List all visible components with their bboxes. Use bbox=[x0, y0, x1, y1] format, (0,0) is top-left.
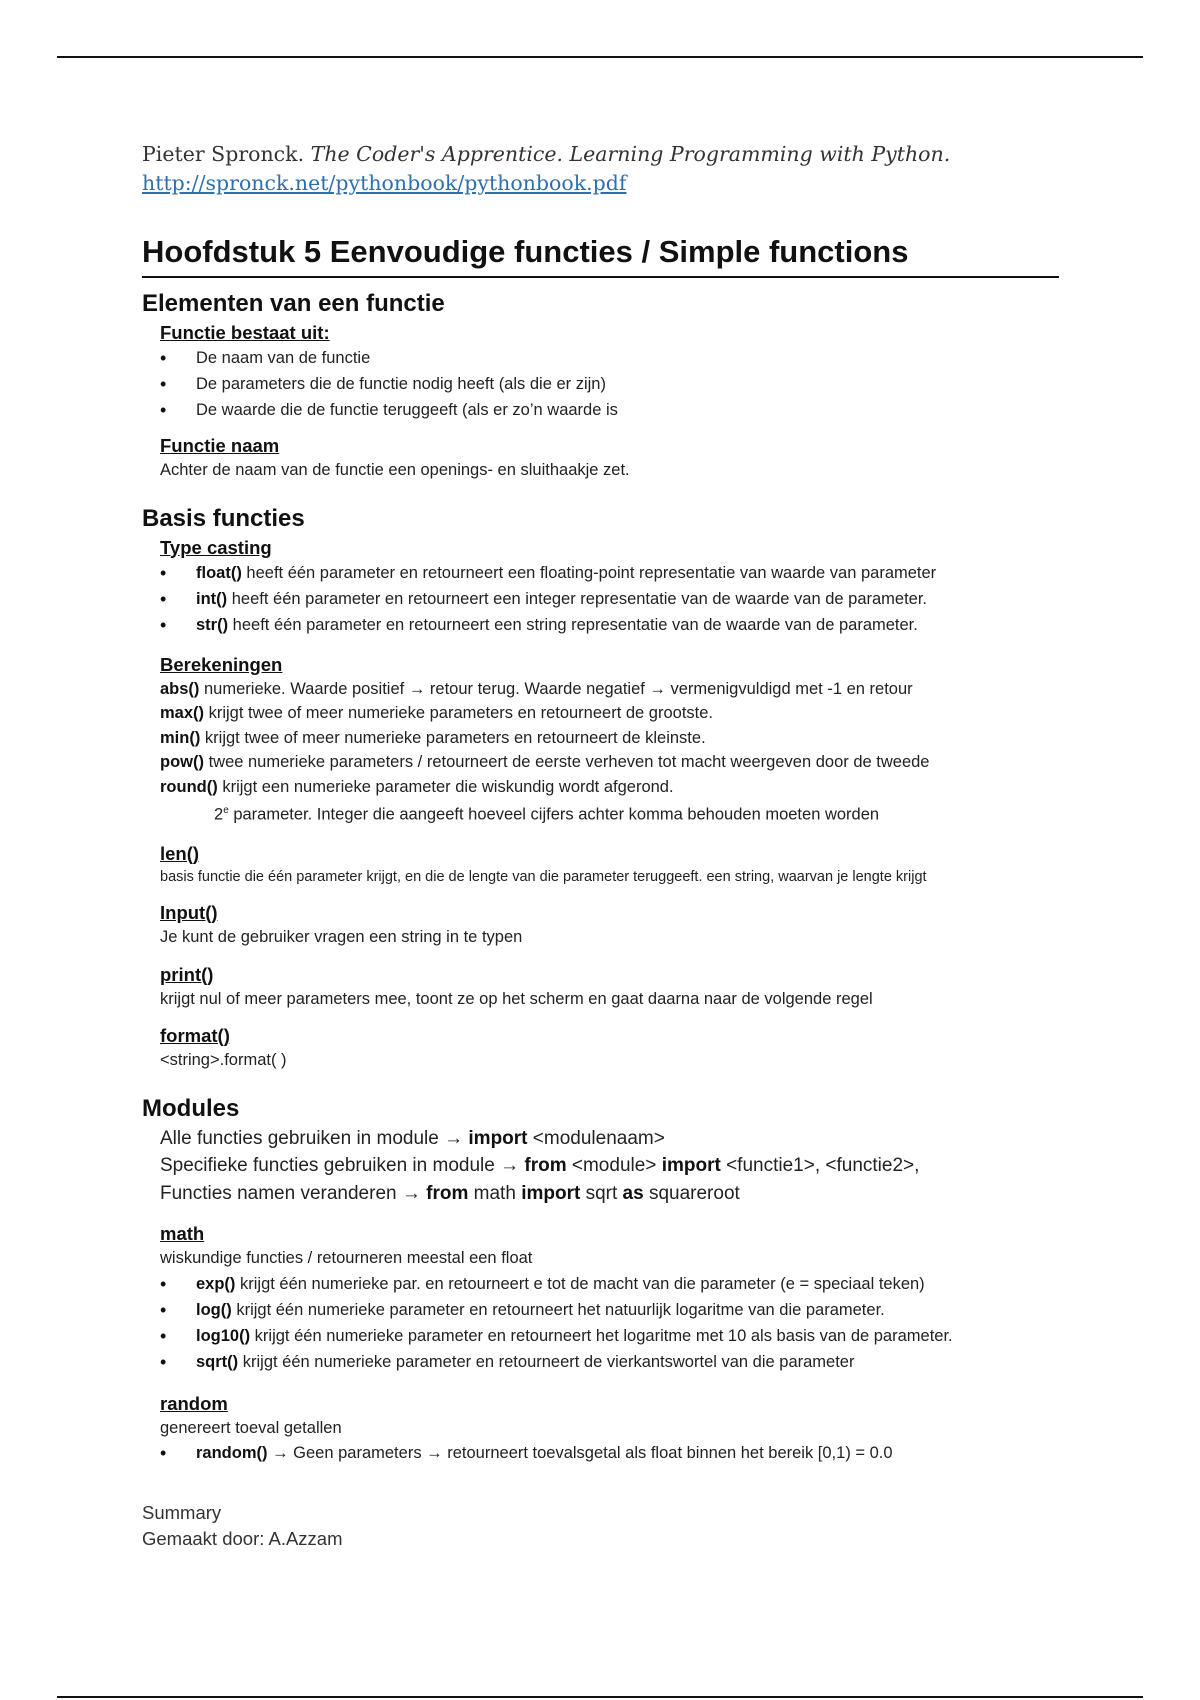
module-line-text: <modulenaam> bbox=[527, 1127, 665, 1149]
module-line-text: <functie1>, <functie2>, bbox=[720, 1155, 920, 1176]
list-item bbox=[160, 1323, 1062, 1349]
list-item bbox=[160, 612, 1062, 638]
function-description: krijgt twee of meer numerieke parameters en retourneert de grootste. bbox=[204, 704, 714, 722]
module-line-text: <module> bbox=[566, 1155, 662, 1176]
module-line bbox=[160, 1152, 1062, 1180]
subheading-type-casting: Type casting bbox=[160, 536, 272, 558]
round-note-sup: e bbox=[223, 805, 229, 816]
citation bbox=[142, 140, 1062, 198]
subheading-functie-naam: Functie naam bbox=[160, 435, 280, 456]
text-line bbox=[160, 726, 1062, 751]
bullet-list-math bbox=[160, 1271, 1062, 1375]
function-name: round() bbox=[160, 777, 218, 796]
module-line-text: sqrt bbox=[580, 1182, 623, 1204]
function-description: krijgt twee of meer numerieke parameters en retourneert de kleinste. bbox=[200, 728, 706, 747]
subheading-print: print() bbox=[160, 963, 214, 985]
keyword: import bbox=[661, 1155, 721, 1176]
subheading-input: Input() bbox=[160, 902, 218, 923]
top-rule bbox=[57, 56, 1143, 58]
function-name: abs() bbox=[160, 679, 200, 698]
function-description: krijgt één numerieke parameter en retourneert het logaritme met 10 als basis van de parameter. bbox=[250, 1326, 953, 1345]
section-body-basis-functies bbox=[160, 535, 1062, 1073]
function-name: min() bbox=[160, 728, 201, 747]
paragraph-input: Je kunt de gebruiker vragen een string in te typen bbox=[160, 928, 523, 946]
keyword: as bbox=[622, 1182, 644, 1204]
text-line bbox=[160, 775, 1062, 800]
list-item bbox=[160, 1271, 1062, 1297]
function-name: float() bbox=[196, 563, 242, 582]
round-note-text: parameter. Integer die aangeeft hoeveel cijfers achter komma behouden moeten worden bbox=[228, 805, 880, 824]
function-description: krijgt één numerieke parameter en retourneert het natuurlijk logaritme van die parameter. bbox=[231, 1300, 885, 1319]
function-description: heeft één parameter en retourneert een string representatie van de waarde van de parameter. bbox=[228, 615, 918, 634]
berekeningen-lines bbox=[160, 677, 1062, 828]
module-line-text: math bbox=[468, 1182, 522, 1204]
subheading-functie-bestaat-uit: Functie bestaat uit: bbox=[160, 322, 330, 343]
paragraph-len: basis functie die één parameter krijgt, en die de lengte van die parameter teruggeeft. een string, waarvan je lengte krijgt bbox=[160, 869, 927, 885]
keyword: import bbox=[468, 1127, 528, 1149]
function-name: log10() bbox=[196, 1326, 251, 1345]
list-item: • De parameters die de functie nodig heeft (als die er zijn) bbox=[160, 371, 1062, 397]
module-line bbox=[160, 1125, 1062, 1153]
function-name: int() bbox=[196, 589, 228, 608]
function-description: heeft één parameter en retourneert een floating-point representatie van waarde van parameter bbox=[241, 563, 937, 582]
list-item bbox=[160, 560, 1062, 586]
function-name: sqrt() bbox=[196, 1352, 239, 1371]
subheading-random: random bbox=[160, 1392, 228, 1414]
section-heading-elementen: Elementen van een functie bbox=[142, 290, 445, 317]
text-line bbox=[160, 677, 1062, 702]
paragraph-math-intro: wiskundige functies / retourneren meestal een float bbox=[160, 1249, 533, 1267]
list-item bbox=[160, 1297, 1062, 1323]
subheading-len: len() bbox=[160, 843, 200, 864]
function-name: str() bbox=[196, 615, 229, 634]
text-line bbox=[160, 701, 1062, 726]
footer-author: Gemaakt door: A.Azzam bbox=[142, 1528, 343, 1549]
citation-title: The Coder's Apprentice. Learning Programming with Python. bbox=[310, 142, 951, 166]
bullet-list-random bbox=[160, 1440, 1062, 1466]
module-line-text: Functies namen veranderen → bbox=[160, 1182, 427, 1204]
citation-author: Pieter Spronck. bbox=[142, 142, 305, 166]
module-line bbox=[160, 1180, 1062, 1208]
function-description: krijgt één numerieke par. en retourneert e tot de macht van die parameter (e = speciaal teken) bbox=[235, 1274, 925, 1293]
list-item bbox=[160, 1349, 1062, 1375]
bullet-list-functie-onderdelen bbox=[160, 345, 1062, 423]
chapter-title: Hoofdstuk 5 Eenvoudige functies / Simple functions bbox=[142, 232, 1059, 278]
list-item bbox=[160, 586, 1062, 612]
function-description: → Geen parameters → retourneert toevalsgetal als float binnen het bereik [0,1) = 0.0 bbox=[267, 1444, 893, 1462]
module-line-text: squareroot bbox=[643, 1182, 740, 1204]
function-description: krijgt één numerieke parameter en retourneert de vierkantswortel van die parameter bbox=[238, 1352, 855, 1371]
footer-summary: Summary bbox=[142, 1502, 222, 1523]
function-description: numerieke. Waarde positief → retour terug. Waarde negatief → vermenigvuldigd met -1 en retour bbox=[199, 679, 913, 698]
module-line-text: Specifieke functies gebruiken in module → bbox=[160, 1155, 525, 1176]
list-item: • De waarde die de functie teruggeeft (als er zo’n waarde is bbox=[160, 397, 1062, 423]
list-item bbox=[160, 1440, 1062, 1466]
keyword: from bbox=[426, 1182, 469, 1204]
paragraph-print: krijgt nul of meer parameters mee, toont ze op het scherm en gaat daarna naar de volgende regel bbox=[160, 989, 873, 1008]
subheading-format: format() bbox=[160, 1025, 230, 1046]
function-name: exp() bbox=[196, 1274, 236, 1293]
module-line-text: Alle functies gebruiken in module → bbox=[160, 1127, 469, 1149]
subheading-math: math bbox=[160, 1223, 205, 1244]
function-description: krijgt een numerieke parameter die wiskundig wordt afgerond. bbox=[217, 777, 674, 796]
subheading-berekeningen: Berekeningen bbox=[160, 653, 283, 675]
section-heading-modules: Modules bbox=[142, 1094, 240, 1122]
function-name: pow() bbox=[160, 753, 204, 771]
function-name: max() bbox=[160, 704, 205, 722]
footer-block bbox=[142, 1500, 1062, 1552]
paragraph-format: <string>.format( ) bbox=[160, 1051, 287, 1069]
paragraph-random-intro: genereert toeval getallen bbox=[160, 1418, 342, 1437]
function-description: heeft één parameter en retourneert een integer representatie van de waarde van de parameter. bbox=[227, 589, 928, 608]
bullet-list-type-casting bbox=[160, 560, 1062, 638]
keyword: import bbox=[521, 1182, 581, 1204]
document-page bbox=[142, 140, 1062, 1552]
text-line bbox=[160, 750, 1062, 775]
bottom-rule bbox=[57, 1696, 1143, 1698]
keyword: from bbox=[524, 1155, 567, 1176]
function-description: twee numerieke parameters / retourneert de eerste verheven tot macht weergeven door de tweede bbox=[203, 753, 930, 771]
function-name: random() bbox=[196, 1444, 268, 1462]
round-note-prefix: 2 bbox=[214, 805, 224, 824]
section-body-elementen bbox=[160, 320, 1062, 483]
paragraph-functie-naam: Achter de naam van de functie een openings- en sluithaakje zet. bbox=[160, 461, 630, 479]
list-item: • De naam van de functie bbox=[160, 345, 1062, 371]
function-name: log() bbox=[196, 1300, 232, 1319]
citation-url-link[interactable]: http://spronck.net/pythonbook/pythonbook.pdf bbox=[142, 171, 627, 195]
section-body-modules bbox=[160, 1125, 1062, 1467]
round-note bbox=[160, 799, 1062, 827]
section-heading-basis-functies: Basis functies bbox=[142, 504, 305, 532]
